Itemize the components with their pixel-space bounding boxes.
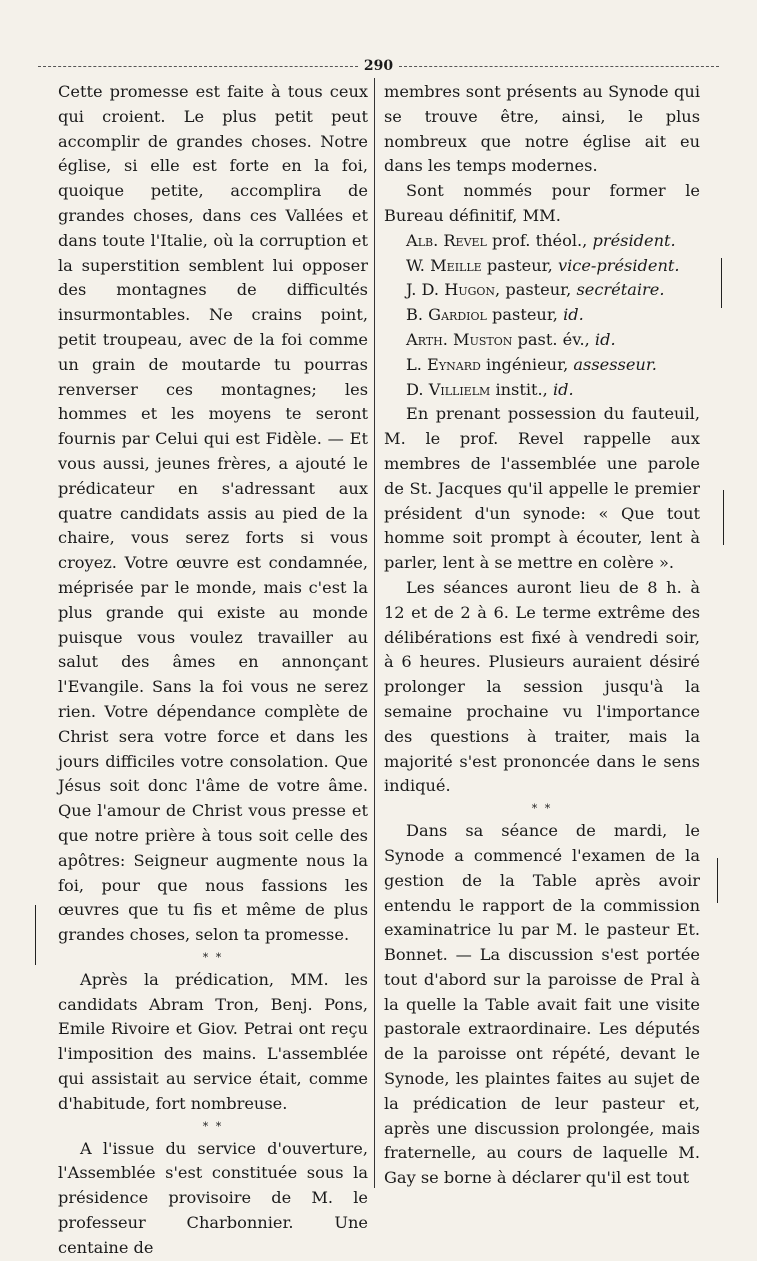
section-separator: * * (202, 950, 224, 964)
margin-mark (717, 858, 718, 903)
paragraph-schedule: Les séances auront lieu de 8 h. à 12 et de 2 à 6. Le terme extrême des délibérations est fixé à vendredi soir, à 6 heures. Plusieurs auraient désiré prolonger la session jusqu'à la semaine prochaine vu l'importance des questions à traiter, mais la majorité s'est prononcée dans le sens indiqué. (384, 577, 700, 796)
bureau-member: W. Meille pasteur, vice-président. (406, 255, 680, 275)
bureau-member: J. D. Hugon, pasteur, secrétaire. (406, 280, 665, 300)
bureau-member: D. Villielm instit., id. (406, 379, 574, 399)
paragraph-ordination: Après la prédication, MM. les candidats Abram Tron, Benj. Pons, Emile Rivoire et Giov. Petrai ont reçu l'imposition des mains. L'assemblée qui assistait au service était, comme d'habitude, fort nombreuse. (58, 969, 368, 1113)
page-header (38, 58, 719, 74)
paragraph-assembly: A l'issue du service d'ouverture, l'Assemblée s'est constituée sous la présidence provisoire de M. le professeur Charbonnier. Une centaine de (58, 1138, 368, 1257)
bureau-list (384, 229, 700, 403)
page-number: 290 (363, 58, 394, 74)
paragraph-tuesday-session: Dans sa séance de mardi, le Synode a commencé l'examen de la gestion de la Table après avoir entendu le rapport de la commission examinatrice lu par M. le pasteur Et. Bonnet. — La discussion s'est portée tout d'abord sur la paroisse de Pral à la quelle la Table avait fait une visite pastorale extraordinaire. Les députés de la paroisse ont répété, devant le Synode, les plaintes faites au sujet de la prédication de leur pasteur et, après une discussion prolongée, mais fraternelle, au cours de laquelle M. Gay se borne à déclarer qu'il est tout (384, 821, 700, 1188)
left-column (58, 80, 368, 1261)
bureau-member: Alb. Revel prof. théol., président. (406, 230, 676, 250)
section-separator: * * (531, 802, 553, 816)
bureau-member: B. Gardiol pasteur, id. (406, 305, 584, 325)
header-rule-right (399, 66, 719, 67)
margin-mark (721, 258, 722, 308)
paragraph-bureau-intro: Sont nommés pour former le Bureau définitif, MM. (384, 181, 700, 225)
paragraph-sermon: Cette promesse est faite à tous ceux qui croient. Le plus petit peut accomplir de grandes choses. Notre église, si elle est forte en la foi, quoique petite, accomplira de grandes choses, dans ces Vallées et dans toute l'Italie, où la corruption et la superstition semblent lui opposer des montagnes de difficultés insurmontables. Ne crains point, petit troupeau, avec de la foi comme un grain de moutarde tu pourras renverser ces montagnes; les hommes et les moyens te seront fournis par Celui qui est Fidèle. — Et vous aussi, jeunes frères, a ajouté le prédicateur en s'adressant aux quatre candidats assis au pied de la chaire, vous serez forts si vous croyez. Votre œuvre est condamnée, méprisée par le monde, mais c'est la plus grande qui existe au monde puisque vous voulez travailler au salut des âmes en annonçant l'Evangile. Sans la foi vous ne serez rien. Votre dépendance complète de Christ sera votre force et dans les jours difficiles votre consolation. Que Jésus soit donc l'âme de votre âme. Que l'amour de Christ vous presse et que notre prière à tous soit celle des apôtres: Seigneur augmente nous la foi, pour que nous fassions les œuvres que tu fis et même de plus grandes choses, selon ta promesse. (58, 82, 368, 945)
bureau-member: L. Eynard ingénieur, assesseur. (406, 354, 657, 374)
margin-mark (35, 905, 36, 965)
paragraph-members: membres sont présents au Synode qui se trouve être, ainsi, le plus nombreux que notre église ait eu dans les temps modernes. (384, 82, 700, 176)
column-divider (374, 78, 375, 1188)
right-column (384, 80, 700, 1191)
bureau-member: Arth. Muston past. év., id. (406, 329, 616, 349)
section-separator: * * (202, 1119, 224, 1133)
margin-mark (723, 490, 724, 545)
header-rule-left (38, 66, 358, 67)
paragraph-president-speech: En prenant possession du fauteuil, M. le prof. Revel rappelle aux membres de l'assemblée une parole de St. Jacques qu'il appelle le premier président d'un synode: « Que tout homme soit prompt à écouter, lent à parler, lent à se mettre en colère ». (384, 404, 700, 573)
